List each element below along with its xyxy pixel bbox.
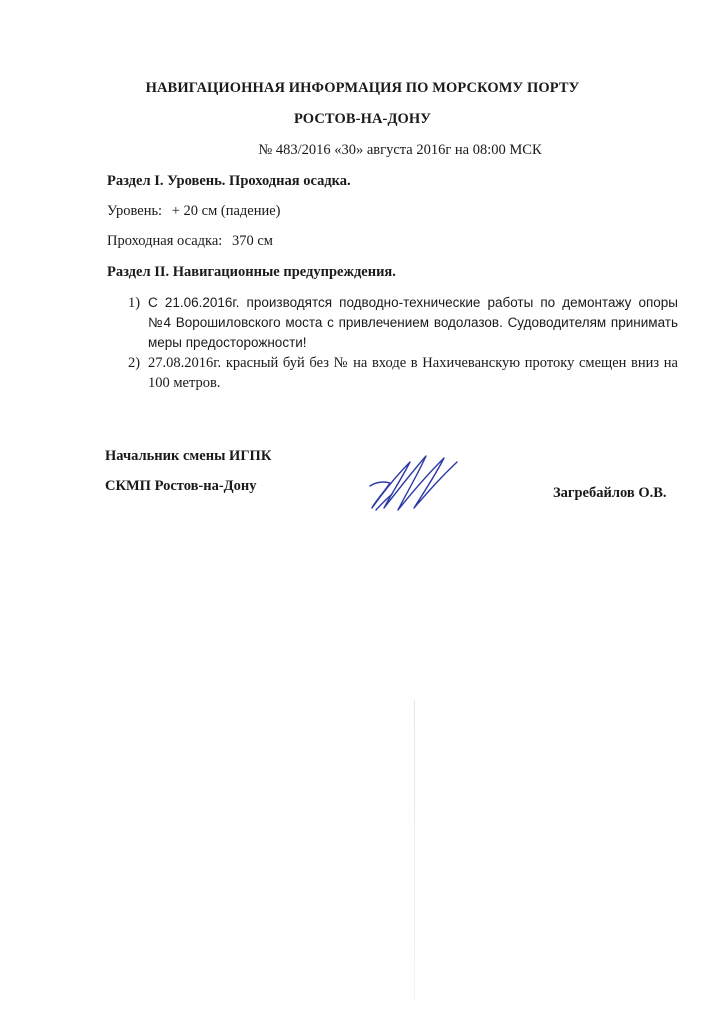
warning-item (128, 293, 678, 353)
passage-draft-row (107, 233, 273, 250)
section-1-heading: Раздел I. Уровень. Проходная осадка. (107, 173, 351, 189)
document-title-port: РОСТОВ-НА-ДОНУ (293, 111, 432, 127)
signature-strokes (370, 456, 457, 510)
warning-number: 2) (128, 355, 141, 371)
water-level-value: + 20 см (падение) (171, 203, 281, 219)
issue-number-date: № 483/2016 «30» августа 2016г на 08:00 МСК (258, 142, 542, 158)
passage-draft-label: Проходная осадка: (107, 233, 223, 249)
document-title: НАВИГАЦИОННАЯ ИНФОРМАЦИЯ ПО МОРСКОМУ ПОРТУ (145, 80, 580, 96)
section-2-heading: Раздел II. Навигационные предупреждения. (107, 264, 396, 280)
signer-position-title: Начальник смены ИГПК (105, 448, 272, 464)
water-level-label: Уровень: (107, 203, 163, 219)
warning-number: 1) (128, 295, 141, 311)
scan-fold-line (414, 700, 415, 1000)
signer-name: Загребайлов О.В. (553, 485, 667, 501)
warning-text: 27.08.2016г. красный буй без № на входе в Нахичеванскую протоку смещен вниз на 100 метров. (148, 355, 678, 391)
water-level-row (107, 203, 281, 220)
handwritten-signature (362, 448, 467, 523)
warning-text: С 21.06.2016г. производятся подводно-технические работы по демонтажу опоры №4 Ворошиловского моста с привлечением водолазов. Судоводителям принимать меры предосторожности! (148, 295, 678, 350)
passage-draft-value: 370 см (231, 233, 273, 249)
navigation-warnings-list (128, 293, 678, 393)
signer-organization: СКМП Ростов-на-Дону (105, 478, 257, 494)
warning-item (128, 353, 678, 393)
